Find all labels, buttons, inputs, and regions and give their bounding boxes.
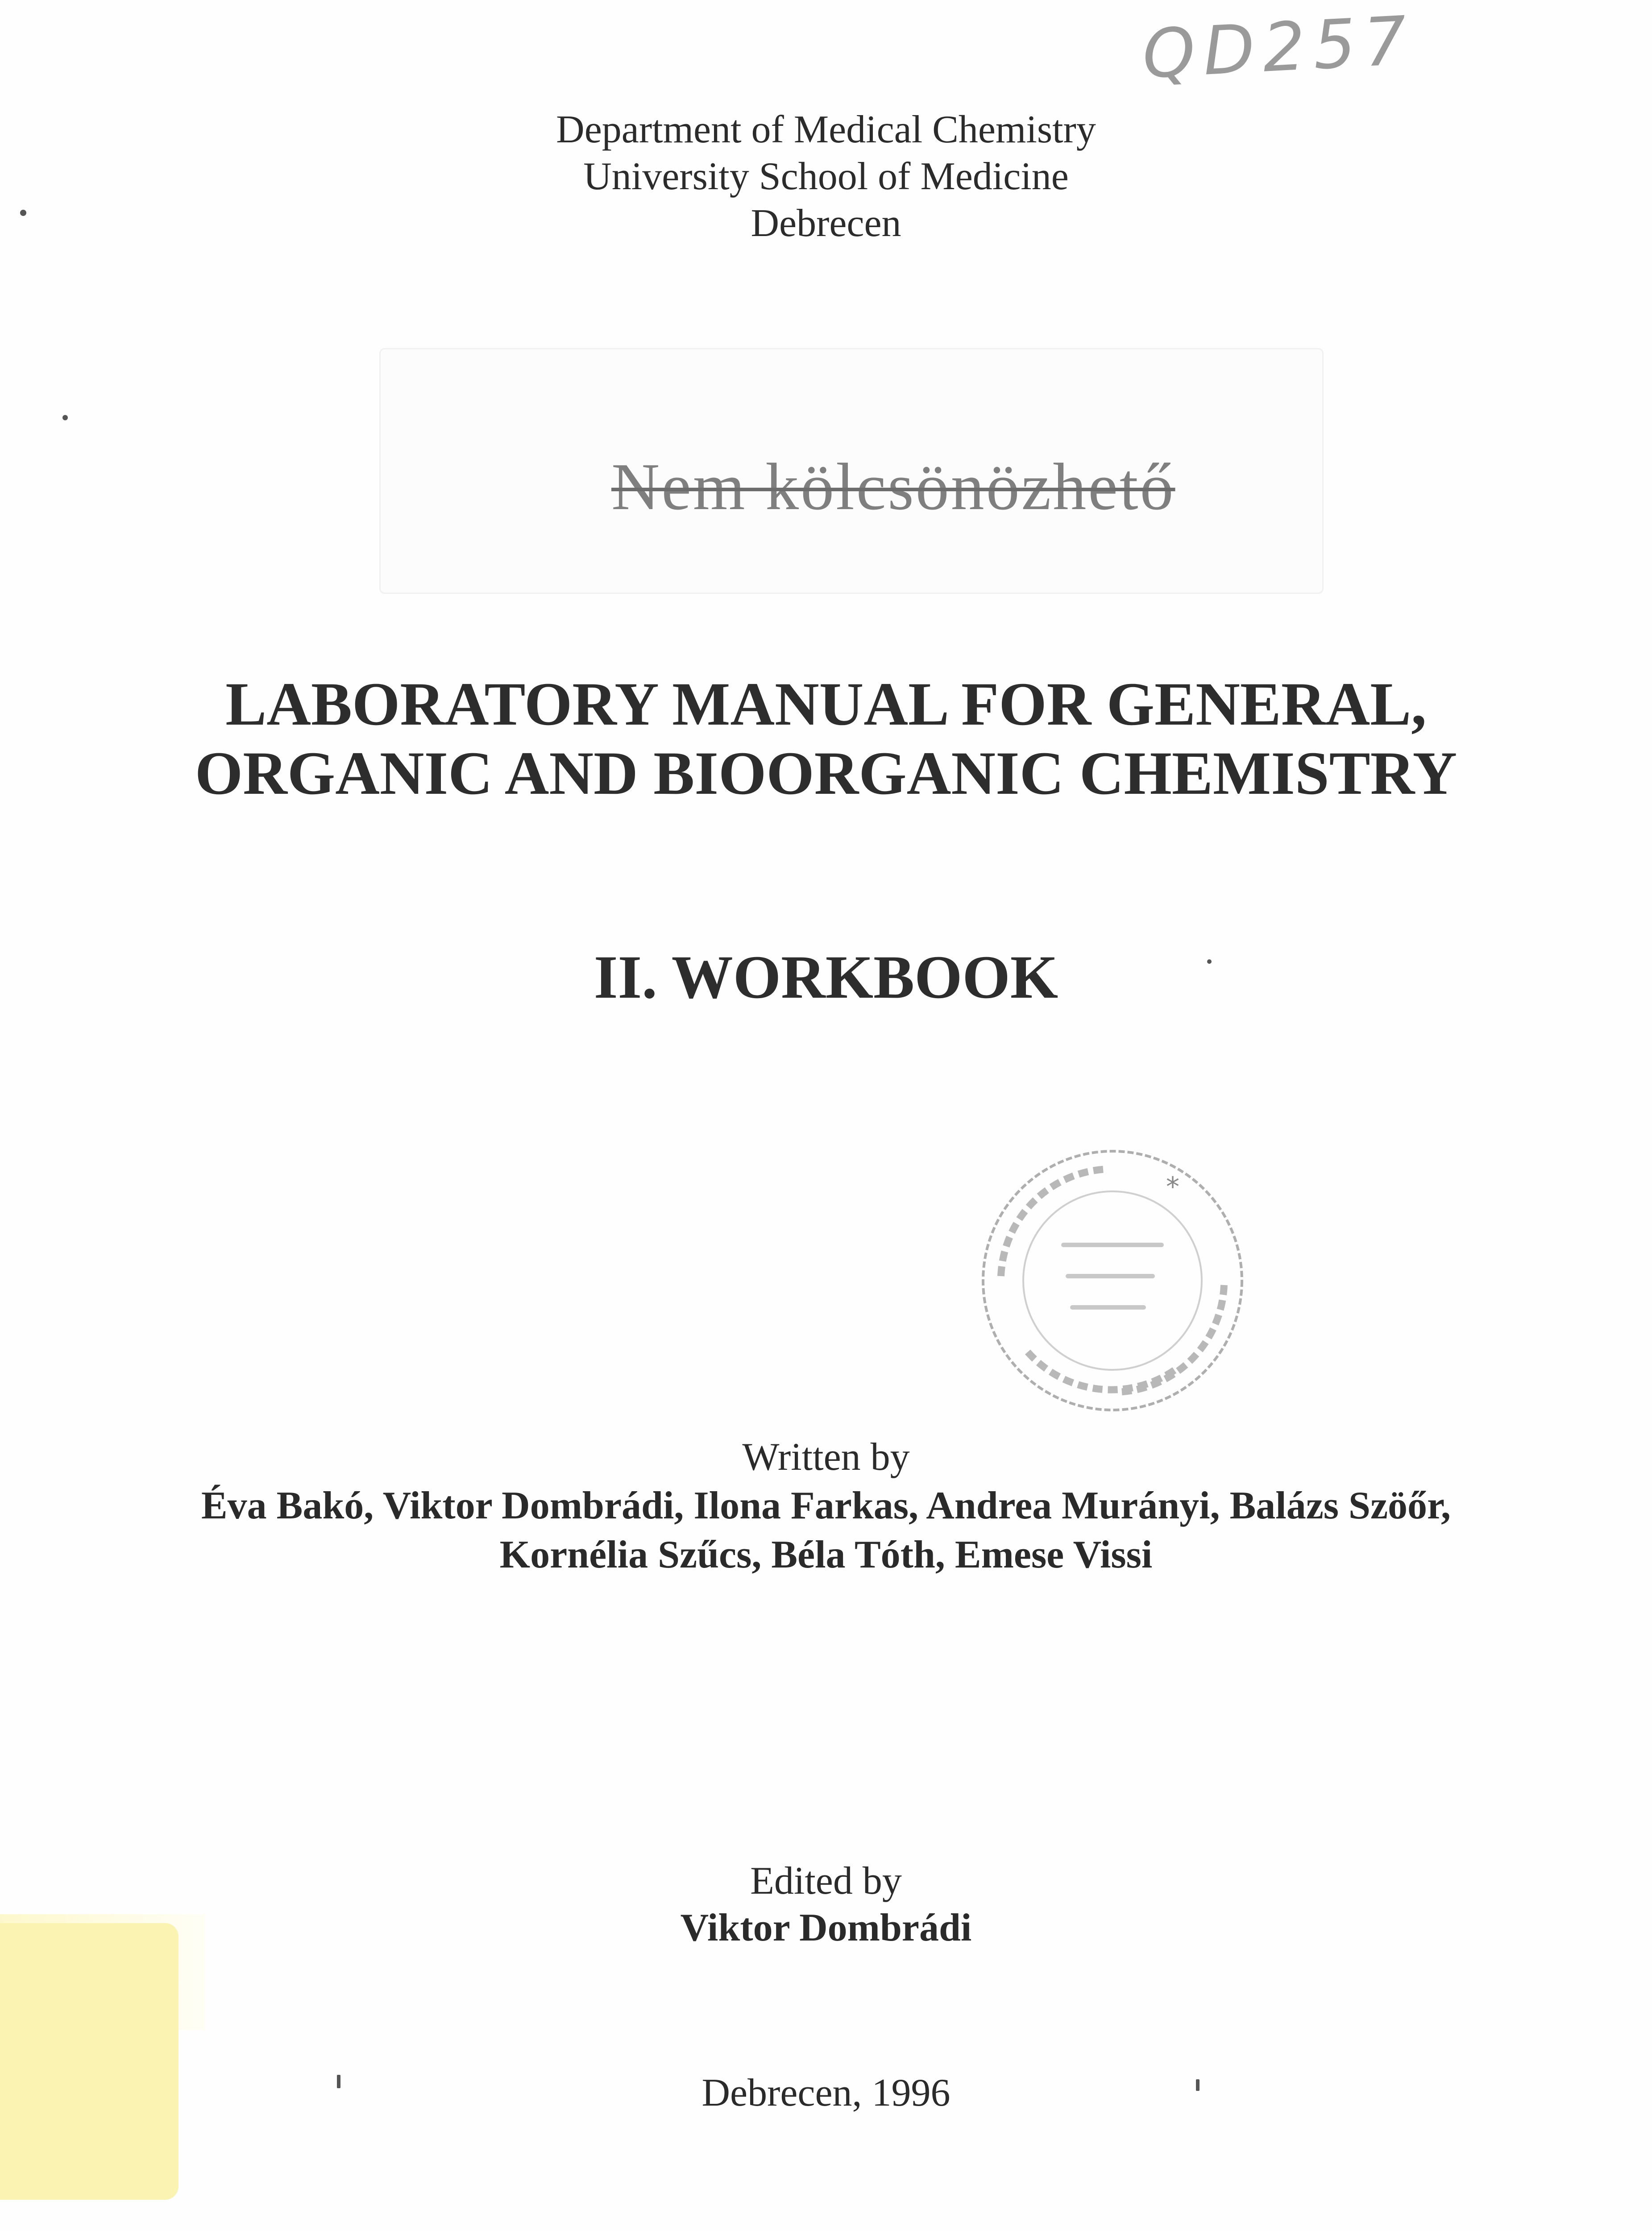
- editor-name: Viktor Dombrádi: [680, 1906, 972, 1949]
- paper-speck: [1207, 959, 1212, 964]
- place-and-date: Debrecen, 1996: [701, 2071, 951, 2115]
- paper-speck: [1196, 2079, 1200, 2091]
- title-line-2: ORGANIC AND BIOORGANIC CHEMISTRY: [195, 739, 1457, 807]
- school-line: University School of Medicine: [583, 155, 1069, 198]
- paper-speck: [337, 2075, 340, 2088]
- paper-speck: [20, 210, 26, 216]
- title-line-1: LABORATORY MANUAL FOR GENERAL,: [225, 670, 1427, 738]
- yellow-sticky-tag: [0, 1923, 178, 2200]
- edited-by-label: Edited by: [750, 1859, 902, 1903]
- written-by-label: Written by: [742, 1435, 910, 1479]
- svg-text:*: *: [1166, 1171, 1179, 1203]
- book-title: [0, 669, 1652, 808]
- authors-line-2: Kornélia Szűcs, Béla Tóth, Emese Vissi: [499, 1533, 1153, 1576]
- authors-line-1: Éva Bakó, Viktor Dombrádi, Ilona Farkas, Andrea Murányi, Balázs Szöőr,: [201, 1484, 1451, 1527]
- volume-subtitle: II. WORKBOOK: [594, 943, 1058, 1011]
- library-seal-icon: [974, 1142, 1251, 1419]
- paper-speck: [62, 415, 68, 420]
- authors-list: [0, 1481, 1652, 1580]
- city-line: Debrecen: [751, 202, 901, 245]
- department-header: [0, 106, 1652, 247]
- shelfmark-handwriting: QD257: [1140, 2, 1417, 94]
- not-for-loan-stamp: Nem kölcsönözhető: [611, 450, 1175, 524]
- department-line: Department of Medical Chemistry: [556, 108, 1096, 151]
